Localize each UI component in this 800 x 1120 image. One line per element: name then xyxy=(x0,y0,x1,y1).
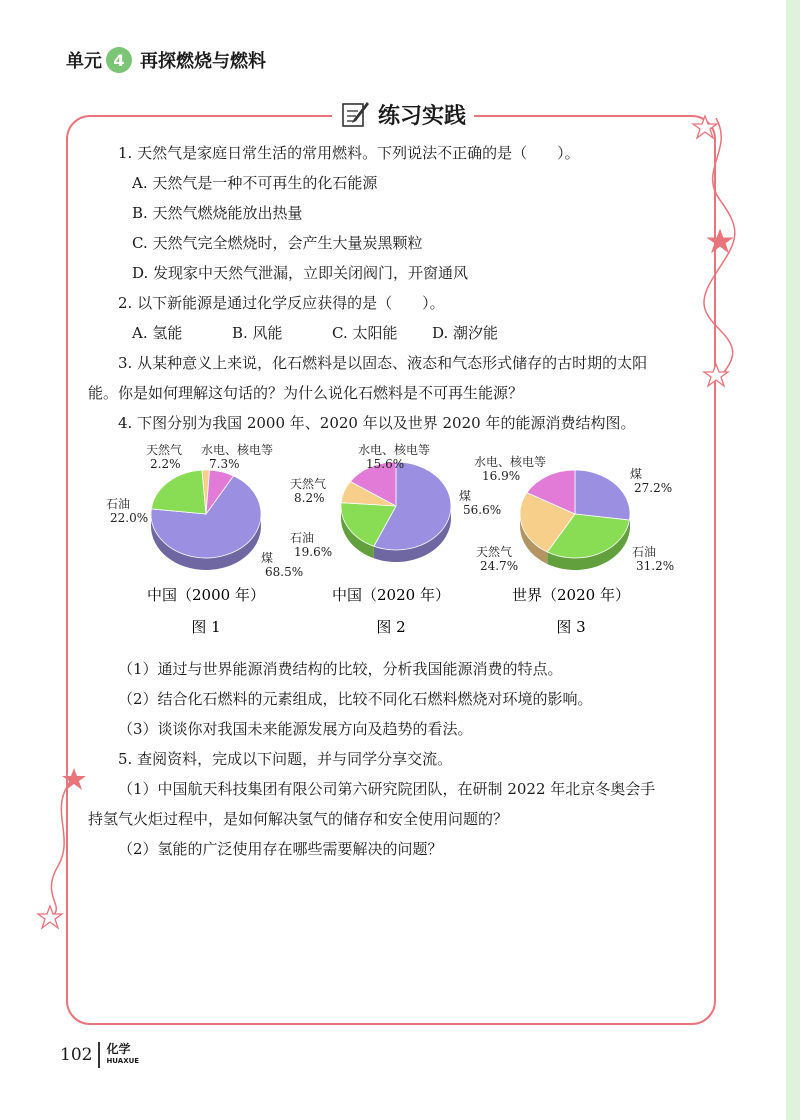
pie-label-name-3-4: 水电、核电等 xyxy=(474,455,547,469)
pie-chart-3 xyxy=(474,454,674,636)
pie-label-value-2-3: 8.2% xyxy=(294,491,325,505)
pie-caption-1: 图 1 xyxy=(191,618,221,636)
q1-option-d: D. 发现家中天然气泄漏，立即关闭阀门，开窗通风 xyxy=(132,264,469,282)
section-title-block xyxy=(332,94,474,134)
q2-option-b: B. 风能 xyxy=(232,324,283,342)
q5-sub1-line1: （1）中国航天科技集团有限公司第六研究院团队，在研制 2022 年北京冬奥会手 xyxy=(118,780,656,798)
pie-label-value-1-2: 22.0% xyxy=(110,511,149,525)
notepad-pencil-icon xyxy=(340,99,370,129)
q1-stem: 1. 天然气是家庭日常生活的常用燃料。下列说法不正确的是（ ）。 xyxy=(118,144,580,162)
right-margin-stripe xyxy=(786,0,800,1120)
pie-label-name-2-3: 天然气 xyxy=(290,477,327,491)
q2-option-c: C. 太阳能 xyxy=(332,324,398,342)
star-icon xyxy=(62,768,86,790)
star-icon xyxy=(693,116,717,138)
star-icon xyxy=(38,906,62,928)
footer-divider xyxy=(98,1042,100,1068)
pie-label-name-1-1: 煤 xyxy=(261,551,274,565)
subject-pinyin: HUAXUE xyxy=(106,1057,140,1065)
subject-name: 化学 xyxy=(106,1042,131,1056)
energy-pie-charts xyxy=(96,434,696,644)
pie-label-name-2-2: 石油 xyxy=(290,531,315,545)
q1-option-c: C. 天然气完全燃烧时，会产生大量炭黑颗粒 xyxy=(132,234,423,252)
pie-label-name-2-4: 水电、核电等 xyxy=(358,443,431,457)
pie-label-value-1-4: 7.3% xyxy=(209,457,240,471)
q4-sub1: （1）通过与世界能源消费结构的比较，分析我国能源消费的特点。 xyxy=(118,660,563,678)
q4-sub3: （3）谈谈你对我国未来能源发展方向及趋势的看法。 xyxy=(118,720,473,738)
pie-label-value-3-3: 24.7% xyxy=(480,559,519,573)
q2-option-d: D. 潮汐能 xyxy=(432,324,499,342)
q2-options xyxy=(88,318,698,348)
decoration-left xyxy=(36,766,86,936)
unit-header xyxy=(66,44,266,76)
pie-caption-3: 图 3 xyxy=(556,618,586,636)
page-footer xyxy=(60,1042,139,1068)
pie-label-name-1-4: 水电、核电等 xyxy=(201,443,274,457)
q5-sub2: （2）氢能的广泛使用存在哪些需要解决的问题？ xyxy=(118,840,443,858)
q2-option-a: A. 氢能 xyxy=(132,324,183,342)
pie-label-value-2-2: 19.6% xyxy=(294,545,333,559)
pie-slice-1-2 xyxy=(151,470,206,514)
pie-caption-2: 图 2 xyxy=(376,618,406,636)
pie-title-3: 世界（2020 年） xyxy=(512,586,630,604)
q1-option-b: B. 天然气燃烧能放出热量 xyxy=(132,204,303,222)
star-icon xyxy=(704,364,728,386)
pie-chart-1 xyxy=(106,442,303,636)
unit-label: 单元 xyxy=(66,51,102,72)
pie-label-value-1-1: 68.5% xyxy=(265,565,304,579)
pie-label-name-1-2: 石油 xyxy=(106,497,131,511)
unit-title: 再探燃烧与燃料 xyxy=(140,51,266,72)
pie-label-value-3-1: 27.2% xyxy=(634,481,673,495)
q5-sub1-line2: 持氢气火炬过程中，是如何解决氢气的储存和安全使用问题的？ xyxy=(88,810,509,828)
pie-label-value-1-3: 2.2% xyxy=(150,457,181,471)
pie-title-2: 中国（2020 年） xyxy=(332,586,450,604)
pie-title-1: 中国（2000 年） xyxy=(147,586,265,604)
pie-label-name-2-1: 煤 xyxy=(459,489,472,503)
q4-sub2: （2）结合化石燃料的元素组成，比较不同化石燃料燃烧对环境的影响。 xyxy=(118,690,593,708)
q3-line2: 能。你是如何理解这句话的？为什么说化石燃料是不可再生能源？ xyxy=(88,384,524,402)
footer-subject xyxy=(106,1043,139,1067)
pie-slice-3-1 xyxy=(575,470,630,520)
pie-label-value-3-4: 16.9% xyxy=(482,469,521,483)
section-title: 练习实践 xyxy=(378,103,467,129)
pie-label-name-3-2: 石油 xyxy=(632,545,657,559)
q3-line1: 3. 从某种意义上来说，化石燃料是以固态、液态和气态形式储存的古时期的太阳 xyxy=(118,354,648,372)
pie-label-value-2-1: 56.6% xyxy=(463,503,502,517)
q5-stem: 5. 查阅资料，完成以下问题，并与同学分享交流。 xyxy=(118,750,453,768)
q2-stem: 2. 以下新能源是通过化学反应获得的是（ ）。 xyxy=(118,294,445,312)
pie-label-value-3-2: 31.2% xyxy=(636,559,675,573)
page-number: 102 xyxy=(60,1045,93,1065)
q1-option-a: A. 天然气是一种不可再生的化石能源 xyxy=(132,174,378,192)
pie-label-name-3-3: 天然气 xyxy=(476,545,513,559)
pie-label-value-2-4: 15.6% xyxy=(366,457,405,471)
pie-label-name-3-1: 煤 xyxy=(630,467,643,481)
unit-number-badge: 4 xyxy=(106,47,132,73)
pie-chart-2 xyxy=(290,442,501,636)
q4-stem: 4. 下图分别为我国 2000 年、2020 年以及世界 2020 年的能源消费结构图。 xyxy=(118,414,636,432)
star-icon xyxy=(708,230,732,252)
pie-label-name-1-3: 天然气 xyxy=(146,443,183,457)
